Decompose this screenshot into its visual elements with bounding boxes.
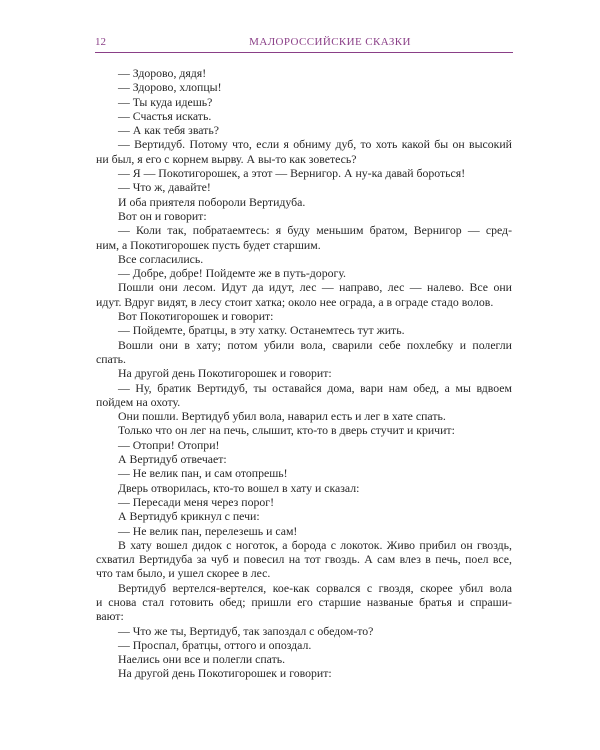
- text-line: схватил Вертидуба за чуб и повесил на тот гвоздь. А сам влез в печь, поел все,: [96, 552, 512, 567]
- narration-paragraph: [96, 452, 512, 466]
- dialogue-paragraph: [96, 438, 512, 452]
- running-title: МАЛОРОССИЙСКИЕ СКАЗКИ: [249, 36, 411, 48]
- dialogue-paragraph: [96, 638, 512, 652]
- dialogue-paragraph: [96, 323, 512, 337]
- narration-paragraph: [96, 409, 512, 423]
- text-line: — Счастья искать.: [118, 108, 212, 123]
- narration-paragraph: [96, 538, 512, 581]
- text-line: ним, а Покотигорошек пусть будет старшим.: [96, 237, 321, 252]
- text-line: — Ну, братик Вертидуб, ты оставайся дома, вари нам обед, а мы вдвоем: [118, 380, 512, 395]
- text-line: — Здорово, дядя!: [118, 66, 207, 80]
- dialogue-paragraph: [96, 495, 512, 509]
- text-line: — Что же ты, Вертидуб, так запоздал с обедом-то?: [118, 623, 374, 638]
- text-line: Они пошли. Вертидуб убил вола, наварил есть и лег в хате спать.: [118, 409, 446, 424]
- text-line: — Здорово, хлопцы!: [118, 80, 222, 95]
- dialogue-paragraph: [96, 381, 512, 410]
- text-line: — Добре, добре! Пойдемте же в путь-дорогу.: [118, 266, 346, 281]
- text-line: — А как тебя звать?: [118, 123, 219, 138]
- dialogue-paragraph: [96, 266, 512, 280]
- text-line: — Не велик пан, и сам отопрешь!: [118, 466, 288, 481]
- text-line: Наелись они все и полегли спать.: [118, 652, 286, 667]
- dialogue-paragraph: [96, 109, 512, 123]
- dialogue-paragraph: [96, 223, 512, 252]
- text-line: идут. Вдруг видят, в лесу стоит хатка; около нее ограда, а в ограде стадо волов.: [96, 294, 494, 309]
- dialogue-paragraph: [96, 180, 512, 194]
- narration-paragraph: [96, 509, 512, 523]
- text-line: — Не велик пан, перелезешь и сам!: [118, 523, 298, 538]
- header-rule: [95, 52, 513, 53]
- text-line: вают:: [96, 609, 124, 624]
- narration-paragraph: [96, 423, 512, 437]
- narration-paragraph: [96, 309, 512, 323]
- text-line: И оба приятеля побороли Вертидуба.: [118, 194, 306, 209]
- narration-paragraph: [96, 481, 512, 495]
- text-line: На другой день Покотигорошек и говорит:: [118, 666, 332, 681]
- text-line: А Вертидуб отвечает:: [118, 452, 227, 467]
- text-line: ни был, я его с корнем вырву. А вы-то как зоветесь?: [96, 151, 357, 166]
- narration-paragraph: [96, 666, 512, 680]
- dialogue-paragraph: [96, 80, 512, 94]
- dialogue-paragraph: [96, 524, 512, 538]
- narration-paragraph: [96, 581, 512, 624]
- page-number: 12: [95, 36, 106, 48]
- text-line: А Вертидуб крикнул с печи:: [118, 509, 260, 524]
- narration-paragraph: [96, 366, 512, 380]
- page-body: [96, 66, 512, 681]
- dialogue-paragraph: [96, 66, 512, 80]
- text-line: — Пересади меня через порог!: [118, 494, 275, 509]
- text-line: — Отопри! Отопри!: [118, 437, 220, 452]
- narration-paragraph: [96, 209, 512, 223]
- text-line: Все согласились.: [118, 251, 204, 266]
- dialogue-paragraph: [96, 123, 512, 137]
- narration-paragraph: [96, 195, 512, 209]
- text-line: — Я — Покотигорошек, а этот — Вернигор. А ну-ка давай бороться!: [118, 166, 466, 181]
- text-line: Вот он и говорит:: [118, 208, 207, 223]
- text-line: Пошли они лесом. Идут да идут, лес — направо, лес — налево. Все они: [118, 280, 512, 295]
- text-line: Дверь отворилась, кто-то вошел в хату и сказал:: [118, 480, 360, 495]
- running-header: [0, 0, 600, 60]
- dialogue-paragraph: [96, 624, 512, 638]
- text-line: Вот Покотигорошек и говорит:: [118, 309, 274, 324]
- text-line: — Пойдемте, братцы, в эту хатку. Останемтесь тут жить.: [118, 323, 405, 338]
- text-line: — Коли так, побратаемтесь: я буду меньшим братом, Вернигор — сред-: [118, 223, 512, 238]
- narration-paragraph: [96, 252, 512, 266]
- text-line: Только что он лег на печь, слышит, кто-то в дверь стучит и кричит:: [118, 423, 455, 438]
- dialogue-paragraph: [96, 466, 512, 480]
- text-line: спать.: [96, 351, 126, 366]
- narration-paragraph: [96, 280, 512, 309]
- dialogue-paragraph: [96, 137, 512, 166]
- text-line: что там было, и ушел скорее в лес.: [96, 566, 271, 581]
- text-line: — Вертидуб. Потому что, если я обниму дуб, то хоть какой бы он высокий: [118, 137, 512, 152]
- narration-paragraph: [96, 652, 512, 666]
- text-line: Вошли они в хату; потом убили вола, сварили себе похлебку и полегли: [118, 337, 512, 352]
- text-line: — Ты куда идешь?: [118, 94, 213, 109]
- narration-paragraph: [96, 338, 512, 367]
- text-line: В хату вошел дидок с ноготок, а борода с локоток. Живо прибил он гвоздь,: [118, 537, 512, 552]
- dialogue-paragraph: [96, 95, 512, 109]
- text-line: Вертидуб вертелся-вертелся, кое-как сорвался с гвоздя, скорее убил вола: [118, 580, 512, 595]
- text-line: и снова стал готовить обед; пришли его старшие названые братья и спраши-: [96, 594, 512, 609]
- text-line: — Что ж, давайте!: [118, 180, 211, 195]
- text-line: На другой день Покотигорошек и говорит:: [118, 366, 332, 381]
- text-line: — Проспал, братцы, оттого и опоздал.: [118, 637, 312, 652]
- text-line: пойдем на охоту.: [96, 394, 181, 409]
- dialogue-paragraph: [96, 166, 512, 180]
